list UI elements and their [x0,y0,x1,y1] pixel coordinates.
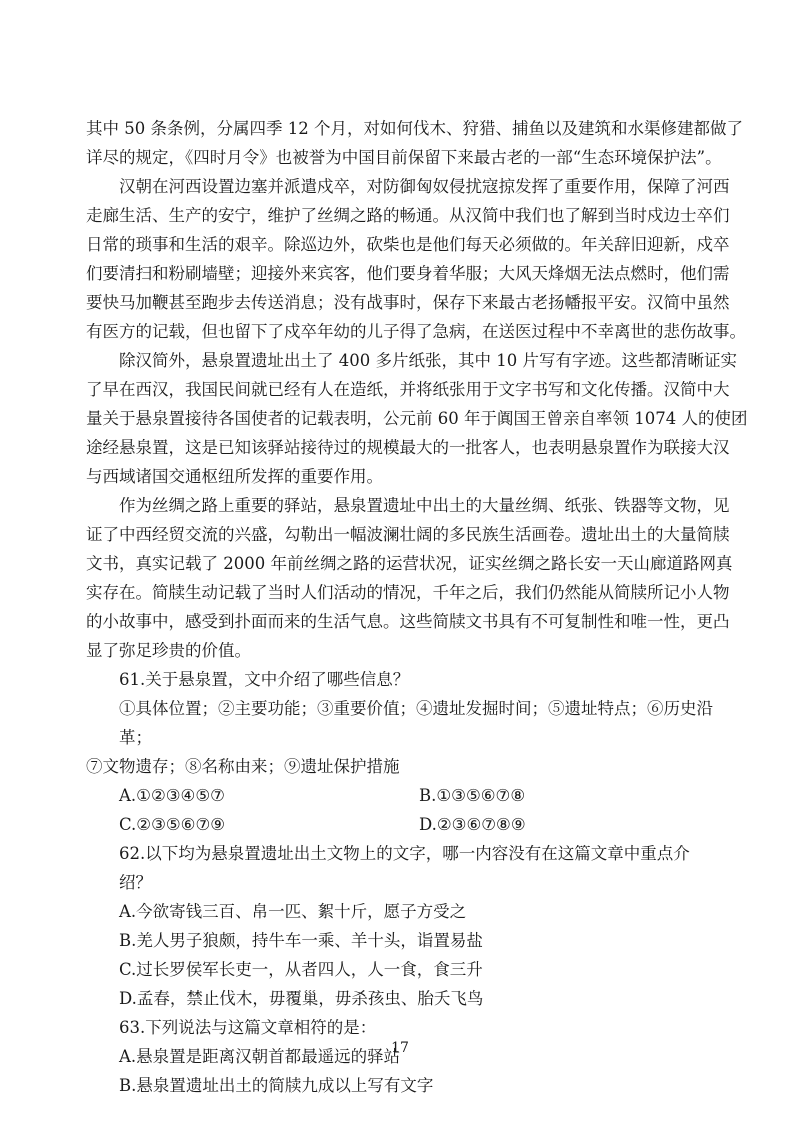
option-a: A.①②③④⑤⑦ [119,786,225,805]
text-line: 汉朝在河西设置边塞并派遣戍卒，对防御匈奴侵扰寇掠发挥了重要作用，保障了河西 [119,177,730,196]
option-d: D.孟春，禁止伐木，毋覆巢，毋杀孩虫、胎夭飞鸟 [119,989,484,1008]
question-stem: 61.关于悬泉置，文中介绍了哪些信息？ [119,670,410,689]
text-line: 了早在西汉，我国民间就已经有人在造纸，并将纸张用于文字书写和文化传播。汉简中大 [86,380,730,399]
text-line: 详尽的规定，《四时月令》也被誉为中国目前保留下来最古老的一部“生态环境保护法”。 [86,148,722,167]
text-line: 文书，真实记载了 2000 年前丝绸之路的运营状况，证实丝绸之路长安一天山廊道路网真 [86,554,733,573]
text-line: 要快马加鞭甚至跑步去传送消息；没有战事时，保存下来最古老扬幡报平安。汉简中虽然 [86,293,730,312]
text-line: 显了弥足珍贵的价值。 [86,641,251,660]
question-61 [86,665,720,839]
text-line: 量关于悬泉置接待各国使者的记载表明，公元前 60 年于阗国王曾亲自率领 1074 人的使团 [86,409,748,428]
text-line: 除汉简外，悬泉置遗址出土了 400 多片纸张，其中 10 片写有字迹。这些都清晰证实 [119,351,737,370]
question-stem: 63.下列说法与这篇文章相符的是： [119,1018,377,1037]
option-d: D.②③⑥⑦⑧⑨ [419,815,526,834]
text-line: 作为丝绸之路上重要的驿站，悬泉置遗址中出土的大量丝绸、纸张、铁器等文物，见 [119,496,730,515]
question-items: ⑦文物遗存；⑧名称由来；⑨遗址保护措施 [86,757,400,776]
text-line: 途经悬泉置，这是已知该驿站接待过的规模最大的一批客人，也表明悬泉置作为联接大汉 [86,438,730,457]
paragraph-1 [86,114,743,172]
option-row [86,781,720,810]
text-line: 们要清扫和粉刷墙壁；迎接外来宾客，他们要身着华服；大风天烽烟无法点燃时，他们需 [86,264,730,283]
option-b: B.①③⑤⑥⑦⑧ [419,786,526,805]
text-line: 与西域诸国交通枢纽所发挥的重要作用。 [86,467,383,486]
text-line: 走廊生活、生产的安宁，维护了丝绸之路的畅通。从汉简中我们也了解到当时戍边士卒们 [86,206,730,225]
question-items: ①具体位置；②主要功能；③重要价值；④遗址发掘时间；⑤遗址特点；⑥历史沿革； [119,699,713,747]
option-a: A.今欲寄钱三百、帛一匹、絮十斤，愿子方受之 [119,902,467,921]
paragraph-3 [86,346,748,491]
article-body [86,114,748,1100]
question-62 [86,839,720,1013]
paragraph-4 [86,491,733,665]
page-number: 17 [391,1040,409,1056]
option-b: B.悬泉置遗址出土的简牍九成以上写有文字 [119,1076,434,1095]
option-b: B.羌人男子狼颇，持牛车一乘、羊十头，诣置易盐 [119,931,483,950]
paragraph-2 [86,172,746,346]
option-row [86,810,720,839]
text-line: 证了中西经贸交流的兴盛，勾勒出一幅波澜壮阔的多民族生活画卷。遗址出土的大量简牍 [86,525,730,544]
question-stem: 62.以下均为悬泉置遗址出土文物上的文字，哪一内容没有在这篇文章中重点介绍？ [119,844,690,892]
text-line: 实存在。简牍生动记载了当时人们活动的情况，千年之后，我们仍然能从简牍所记小人物 [86,583,730,602]
text-line: 其中 50 条条例，分属四季 12 个月，对如何伐木、狩猎、捕鱼以及建筑和水渠修建都做了 [86,119,743,138]
text-line: 日常的琐事和生活的艰辛。除巡边外，砍柴也是他们每天必须做的。年关辞旧迎新，戍卒 [86,235,730,254]
option-c: C.过长罗侯军长吏一，从者四人，人一食，食三升 [119,960,483,979]
text-line: 有医方的记载，但也留下了戍卒年幼的儿子得了急病，在送医过程中不幸离世的悲伤故事。 [86,322,746,341]
option-c: C.②③⑤⑥⑦⑨ [119,815,226,834]
text-line: 的小故事中，感受到扑面而来的生活气息。这些简牍文书具有不可复制性和唯一性，更凸 [86,612,730,631]
question-63 [86,1013,720,1100]
option-a: A.悬泉置是距离汉朝首都最遥远的驿站 [119,1047,401,1066]
